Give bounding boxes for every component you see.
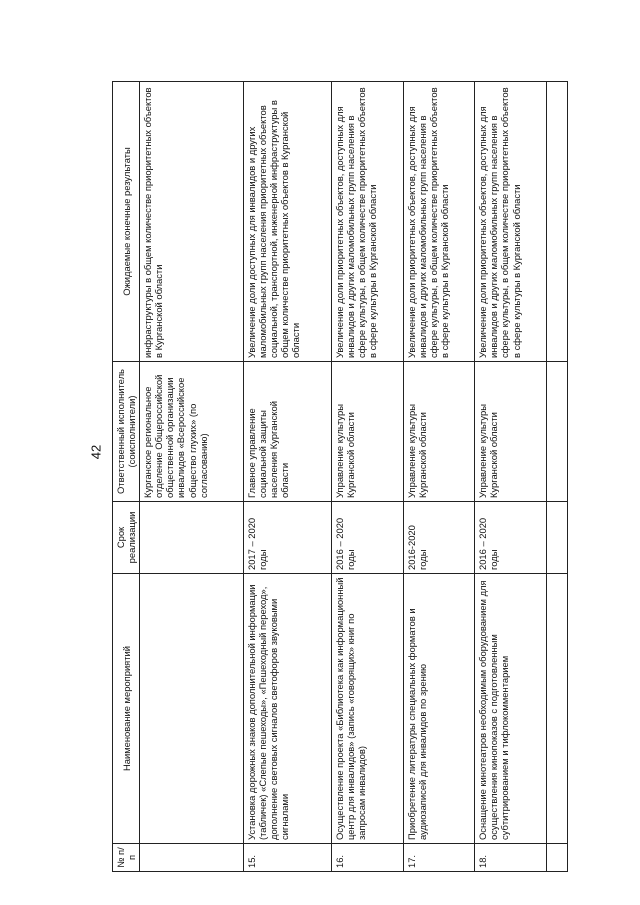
header-num: № п/п	[113, 844, 140, 872]
rotated-table-container	[112, 82, 568, 872]
cell-executor: Управление культуры Курганской области	[331, 362, 403, 502]
cell-term: 2016-2020 годы	[403, 502, 475, 574]
cell-num: 15.	[244, 844, 332, 872]
cell-result: Увеличение доли доступных для инвалидов и других маломобильных групп населения приоритетных объектов социальной, транспортной, инженерной инфраструктуры в общем количестве приоритетных объектов в Курганской области	[244, 82, 332, 362]
cell-term: 2016 – 2020 годы	[331, 502, 403, 574]
cell-result: Увеличение доли приоритетных объектов, доступных для инвалидов и других маломобильных групп населения в сфере культуры, в общем количестве приоритетных объектов в сфере культуры в Курганской области	[475, 82, 547, 362]
table-row	[475, 82, 547, 872]
cell-name: Осуществление проекта «Библиотека как информационный центр для инвалидов» (запись «говорящих» книг по запросам инвалидов)	[331, 574, 403, 844]
cell-empty	[547, 844, 568, 872]
table-row	[331, 82, 403, 872]
cell-result: Увеличение доли приоритетных объектов, доступных для инвалидов и других маломобильных групп населения в сфере культуры, в общем количестве приоритетных объектов в сфере культуры в Курганской области	[403, 82, 475, 362]
cell-term: 2016 – 2020 годы	[475, 502, 547, 574]
cell-name: Приобретение литературы специальных форматов и аудиозаписей для инвалидов по зрению	[403, 574, 475, 844]
header-term: Срок реализации	[113, 502, 140, 574]
cell-executor: Управление культуры Курганской области	[475, 362, 547, 502]
cell-executor: Курганское региональное отделение Общероссийской общественной организации инвалидов «Всероссийское общество глухих» (по согласованию)	[140, 362, 244, 502]
table-row	[244, 82, 332, 872]
cell-empty	[547, 362, 568, 502]
header-name: Наименование мероприятий	[113, 574, 140, 844]
table-header-row	[113, 82, 140, 872]
cell-empty	[547, 502, 568, 574]
cell-name	[140, 574, 244, 844]
cell-executor: Управление культуры Курганской области	[403, 362, 475, 502]
page-number: 42	[88, 444, 104, 460]
cell-num	[140, 844, 244, 872]
cell-num: 16.	[331, 844, 403, 872]
measures-table	[112, 81, 568, 872]
cell-name: Оснащение кинотеатров необходимым оборудованием для осуществления кинопоказов с подготовленным субтитрированием и тифлокомментарием	[475, 574, 547, 844]
cell-result: Увеличение доли приоритетных объектов, доступных для инвалидов и других маломобильных групп населения в сфере культуры, в общем количестве приоритетных объектов в сфере культуры в Курганской области	[331, 82, 403, 362]
cell-num: 17.	[403, 844, 475, 872]
table-row	[140, 82, 244, 872]
cell-executor: Главное управление социальной защиты населения Курганской области	[244, 362, 332, 502]
cell-empty	[547, 82, 568, 362]
header-executor: Ответственный исполнитель (соисполнители)	[113, 362, 140, 502]
cell-num: 18.	[475, 844, 547, 872]
header-result: Ожидаемые конечные результаты	[113, 82, 140, 362]
table-row	[403, 82, 475, 872]
cell-name: Установка дорожных знаков дополнительной информации (табличек) «Слепые пешеходы», «Пешеходный переход», дополнение световых сигналов светофоров звуковыми сигналами	[244, 574, 332, 844]
table-row-empty	[547, 82, 568, 872]
cell-term: 2017 – 2020 годы	[244, 502, 332, 574]
cell-result: инфраструктуры в общем количестве приоритетных объектов в Курганской области	[140, 82, 244, 362]
cell-term	[140, 502, 244, 574]
cell-empty	[547, 574, 568, 844]
